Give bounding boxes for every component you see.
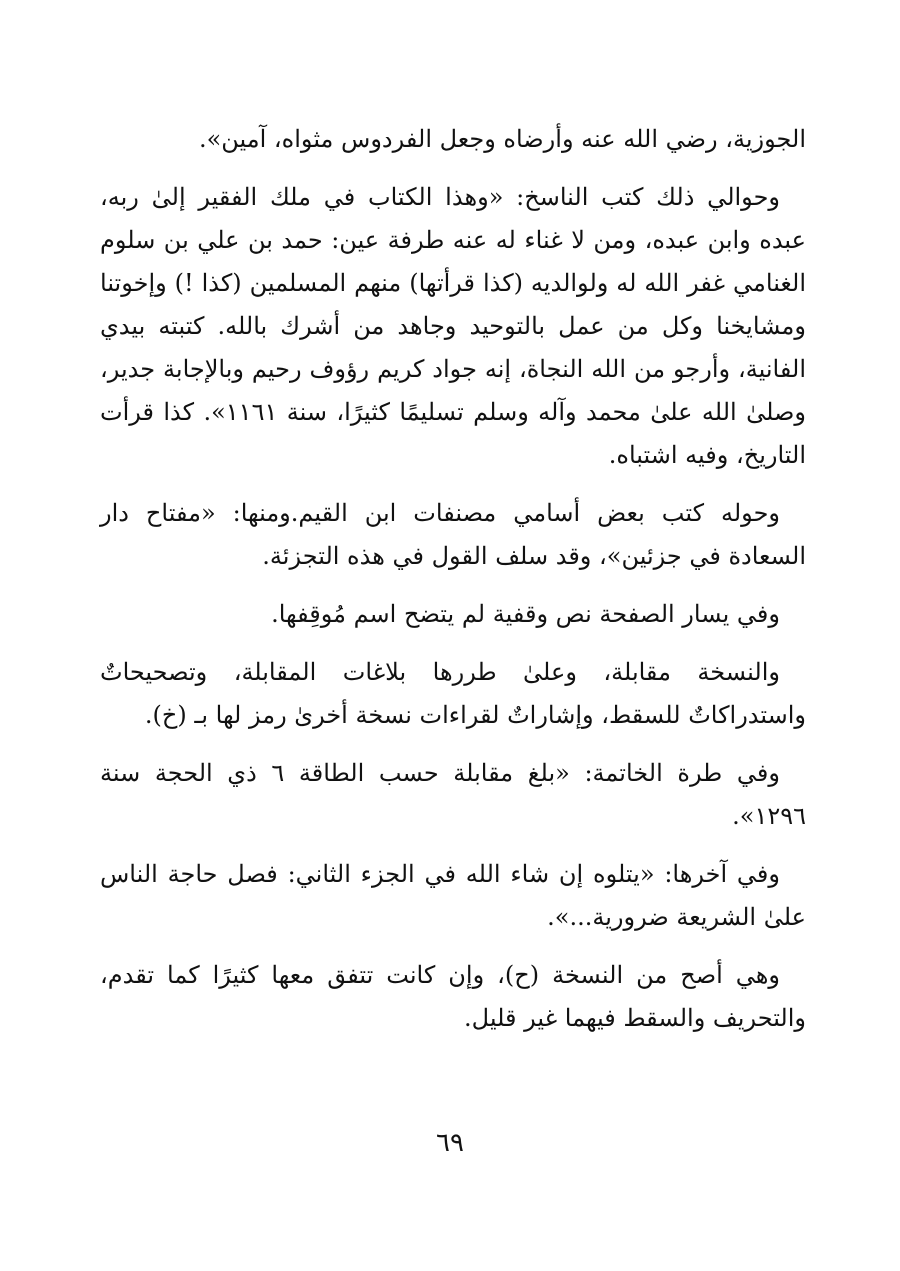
paragraph-continuation: الجوزية، رضي الله عنه وأرضاه وجعل الفردوس مثواه، آمين». [198,125,806,153]
paragraph-copyist-note: وحوالي ذلك كتب الناسخ: «وهذا الكتاب في ملك الفقير إلىٰ ربه، عبده وابن عبده، ومن لا غناء له عنه طرفة عين: حمد بن علي بن سلوم الغنامي غفر الله له ولوالديه (كذا قرأتها) منهم المسلمين (كذا !) وإخوتنا ومشايخنا وكل من عمل بالتوحيد وجاهد من أشرك بالله. كتبته بيدي الفانية، وأرجو من الله النجاة، إنه جواد كريم رؤوف رحيم وبالإجابة جدير، وصلىٰ الله علىٰ محمد وآله وسلم تسليمًا كثيرًا، سنة ١١٦١». كذا قرأت التاريخ، وفيه اشتباه. [100,183,806,469]
paragraph-waqf-text: وفي يسار الصفحة نص وقفية لم يتضح اسم مُوقِفها. [271,600,780,628]
paragraph-assessment: وهي أصح من النسخة (ح)، وإن كانت تتفق معها كثيرًا كما تقدم، والتحريف والسقط فيهما غير قليل. [100,961,806,1032]
paragraph-colophon-margin: وفي طرة الخاتمة: «بلغ مقابلة حسب الطاقة ٦ ذي الحجة سنة ١٢٩٦». [100,759,806,830]
paragraph-collation: والنسخة مقابلة، وعلىٰ طررها بلاغات المقابلة، وتصحيحاتٌ واستدراكاتٌ للسقط، وإشاراتٌ لقراءات نسخة أخرىٰ رمز لها بـ (خ). [100,658,806,729]
paragraph-ibn-qayyim-works: وحوله كتب بعض أسامي مصنفات ابن القيم.ومنها: «مفتاح دار السعادة في جزئين»، وقد سلف القول في هذه التجزئة. [100,499,806,570]
page-number: ٦٩ [436,1128,464,1158]
paragraph-ending: وفي آخرها: «يتلوه إن شاء الله في الجزء الثاني: فصل حاجة الناس علىٰ الشريعة ضرورية...». [100,860,806,931]
main-text [100,118,806,1055]
